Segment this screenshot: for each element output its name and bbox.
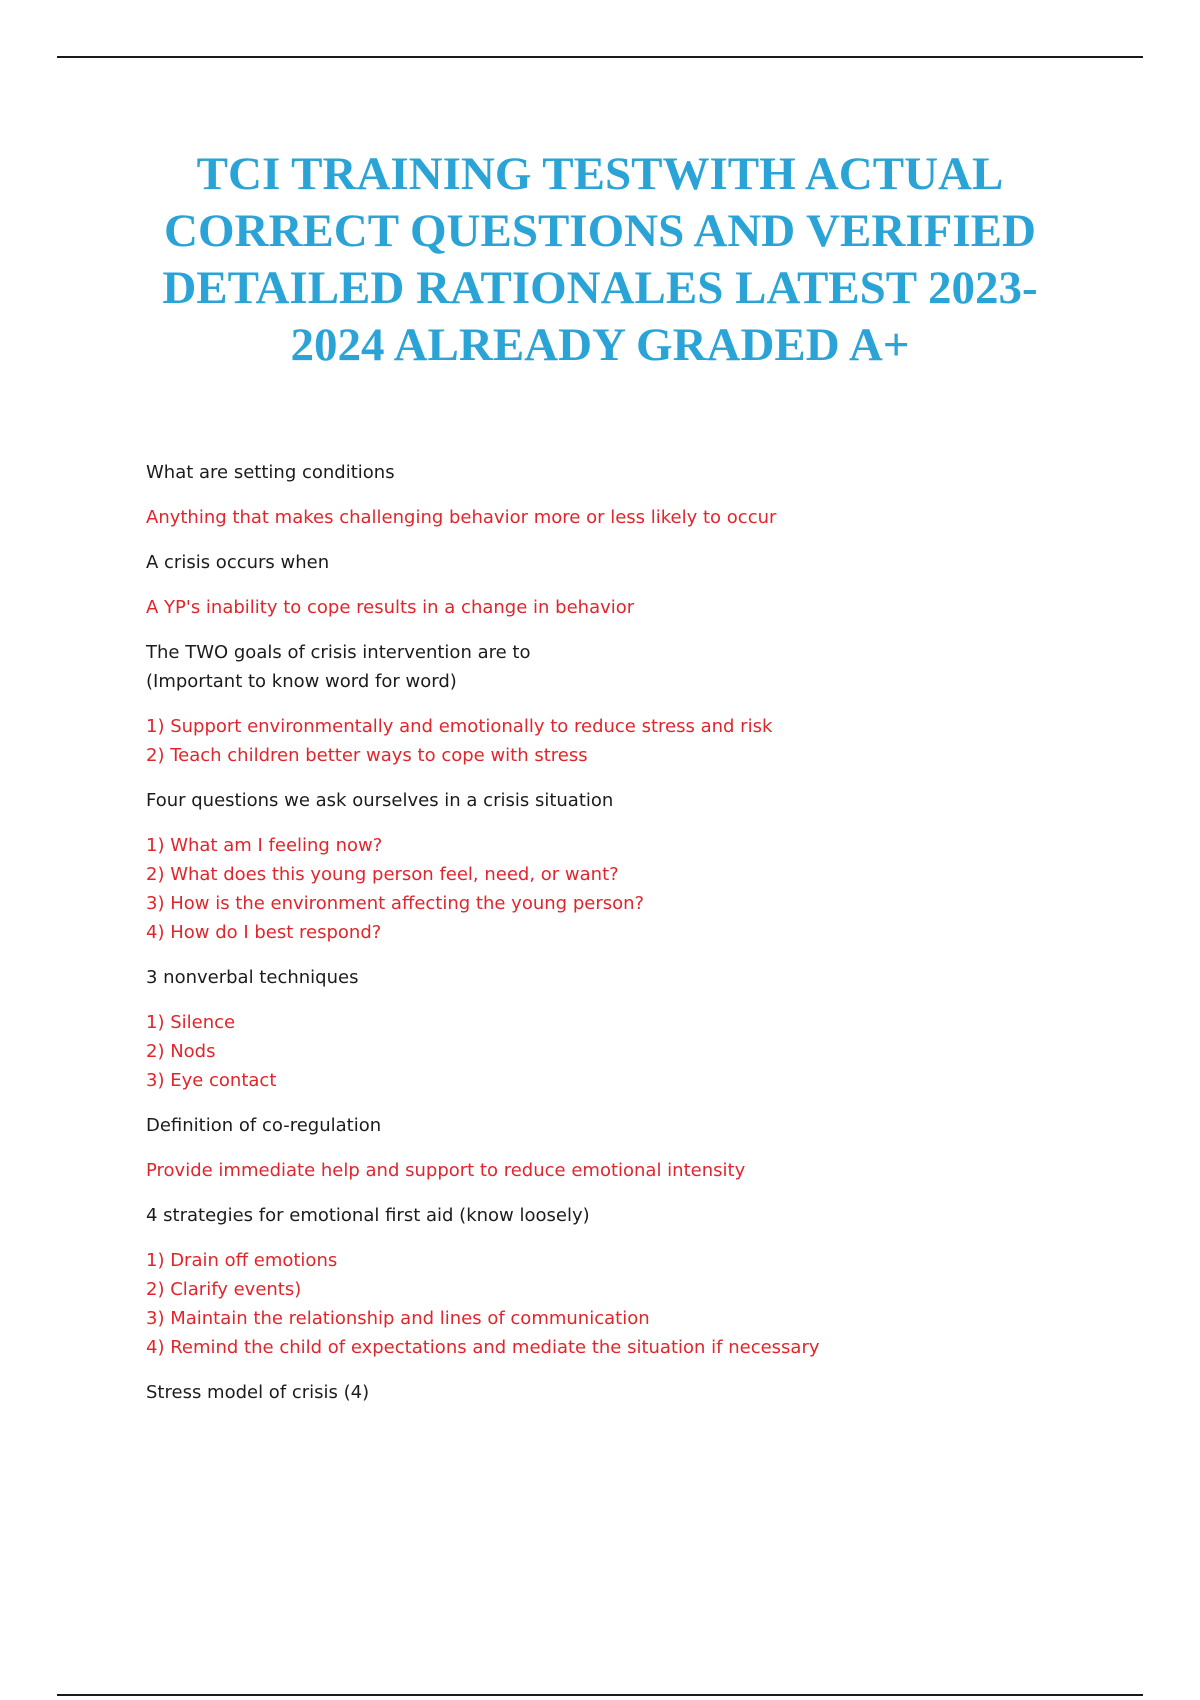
answer-3	[146, 712, 1126, 770]
question-5	[146, 963, 1126, 992]
answer-text: 2) Clarify events)	[146, 1279, 302, 1300]
question-text: Stress model of crisis (4)	[146, 1382, 370, 1403]
answer-text: A YP's inability to cope results in a change in behavior	[146, 597, 635, 618]
title-line: TCI TRAINING TESTWITH ACTUAL	[196, 148, 1004, 200]
question-text: A crisis occurs when	[146, 552, 330, 573]
question-text: (Important to know word for word)	[146, 671, 457, 692]
question-text: Definition of co-regulation	[146, 1115, 382, 1136]
question-3	[146, 638, 1126, 696]
answer-text: 1) Silence	[146, 1012, 236, 1033]
answer-text: 2) Teach children better ways to cope with stress	[146, 745, 588, 766]
answer-text: 3) How is the environment affecting the young person?	[146, 893, 645, 914]
question-text: What are setting conditions	[146, 462, 395, 483]
answer-text: 1) Drain off emotions	[146, 1250, 338, 1271]
answer-text: Provide immediate help and support to reduce emotional intensity	[146, 1160, 746, 1181]
answer-text: 2) What does this young person feel, need, or want?	[146, 864, 619, 885]
question-text: Four questions we ask ourselves in a crisis situation	[146, 790, 614, 811]
answer-7	[146, 1246, 1126, 1362]
answer-text: 1) Support environmentally and emotionally to reduce stress and risk	[146, 716, 773, 737]
question-4	[146, 786, 1126, 815]
answer-text: 3) Maintain the relationship and lines of communication	[146, 1308, 650, 1329]
title-line: DETAILED RATIONALES LATEST 2023-	[162, 262, 1038, 314]
question-text: 4 strategies for emotional first aid (know loosely)	[146, 1205, 590, 1226]
answer-text: 1) What am I feeling now?	[146, 835, 383, 856]
question-6	[146, 1111, 1126, 1140]
question-7	[146, 1201, 1126, 1230]
document-title	[100, 146, 1100, 374]
answer-text: Anything that makes challenging behavior more or less likely to occur	[146, 507, 777, 528]
question-answer-list	[146, 458, 1126, 1423]
question-8	[146, 1378, 1126, 1407]
answer-text: 4) Remind the child of expectations and mediate the situation if necessary	[146, 1337, 820, 1358]
answer-text: 3) Eye contact	[146, 1070, 277, 1091]
answer-5	[146, 1008, 1126, 1095]
question-text: The TWO goals of crisis intervention are to	[146, 642, 531, 663]
top-rule	[57, 56, 1143, 58]
answer-6	[146, 1156, 1126, 1185]
title-line: CORRECT QUESTIONS AND VERIFIED	[164, 205, 1036, 257]
answer-1	[146, 503, 1126, 532]
question-1	[146, 458, 1126, 487]
answer-text: 4) How do I best respond?	[146, 922, 382, 943]
answer-4	[146, 831, 1126, 947]
title-line: 2024 ALREADY GRADED A+	[290, 319, 910, 371]
answer-2	[146, 593, 1126, 622]
bottom-rule	[57, 1694, 1143, 1696]
question-text: 3 nonverbal techniques	[146, 967, 359, 988]
question-2	[146, 548, 1126, 577]
answer-text: 2) Nods	[146, 1041, 216, 1062]
